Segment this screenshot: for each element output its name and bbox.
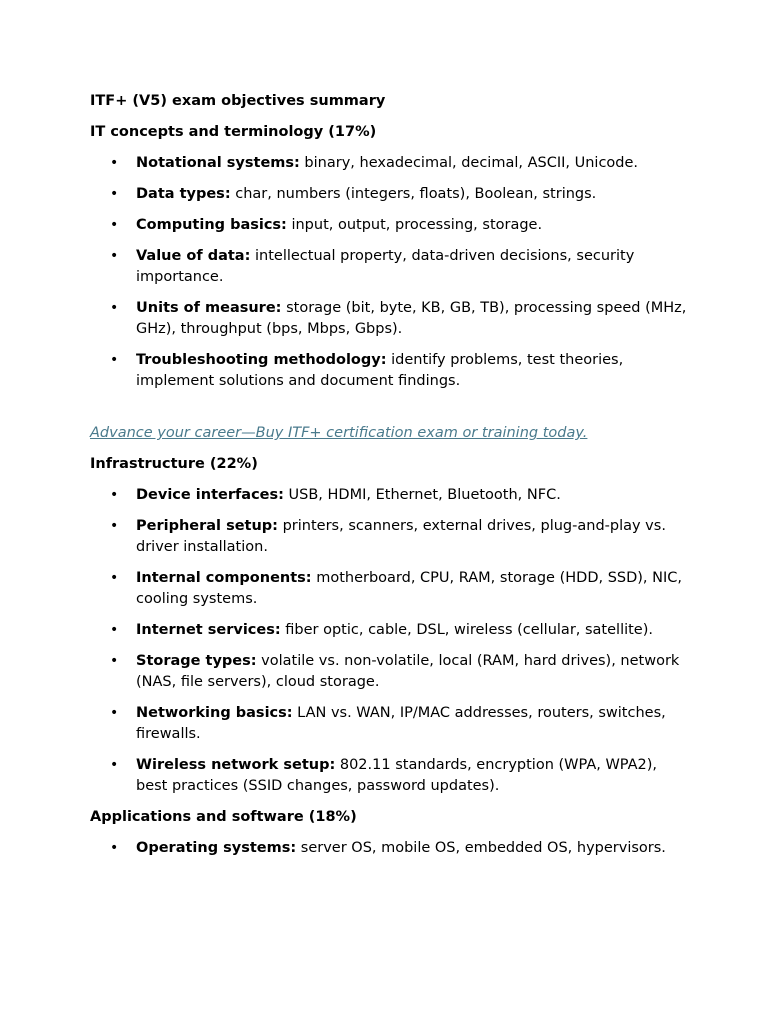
item-term: Data types:: [136, 186, 231, 202]
bullet-icon: •: [110, 186, 119, 202]
item-text: server OS, mobile OS, embedded OS, hypervisors.: [296, 840, 666, 856]
bullet-icon: •: [110, 653, 119, 669]
bullet-icon: •: [110, 705, 119, 721]
item-term: Peripheral setup:: [136, 518, 278, 534]
item-text: intellectual property, data-driven decisions, security importance.: [136, 248, 635, 285]
item-text: input, output, processing, storage.: [286, 217, 543, 233]
item-term: Operating systems:: [136, 840, 297, 856]
list-item: [90, 838, 690, 859]
section-heading-it-concepts: IT concepts and terminology (17%): [90, 124, 377, 140]
bullet-icon: •: [110, 217, 119, 233]
item-text: char, numbers (integers, floats), Boolean, strings.: [230, 186, 597, 202]
document-page: [90, 91, 690, 869]
list-item: [90, 184, 690, 205]
item-text: volatile vs. non-volatile, local (RAM, hard drives), network (NAS, file servers), cloud storage.: [136, 653, 680, 690]
bullet-icon: •: [110, 518, 119, 534]
spacer: [90, 402, 690, 423]
list-item: [90, 755, 690, 797]
item-term: Wireless network setup:: [136, 757, 336, 773]
bullet-icon: •: [110, 352, 119, 368]
bullet-icon: •: [110, 570, 119, 586]
list-item: [90, 651, 690, 693]
item-text: USB, HDMI, Ethernet, Bluetooth, NFC.: [283, 487, 561, 503]
item-text: binary, hexadecimal, decimal, ASCII, Unicode.: [299, 155, 639, 171]
item-term: Networking basics:: [136, 705, 293, 721]
bullet-icon: •: [110, 300, 119, 316]
list-item: [90, 215, 690, 236]
item-text: 802.11 standards, encryption (WPA, WPA2), best practices (SSID changes, password updates).: [136, 757, 658, 794]
it-concepts-list: [90, 153, 690, 392]
item-text: LAN vs. WAN, IP/MAC addresses, routers, switches, firewalls.: [136, 705, 666, 742]
infrastructure-list: [90, 485, 690, 797]
promo-link[interactable]: Advance your career—Buy ITF+ certification exam or training today.: [90, 425, 588, 441]
bullet-icon: •: [110, 622, 119, 638]
item-text: storage (bit, byte, KB, GB, TB), processing speed (MHz, GHz), throughput (bps, Mbps, Gbps).: [136, 300, 687, 337]
list-item: [90, 153, 690, 174]
item-term: Device interfaces:: [136, 487, 284, 503]
item-term: Notational systems:: [136, 155, 300, 171]
applications-list: [90, 838, 690, 859]
bullet-icon: •: [110, 487, 119, 503]
item-term: Units of measure:: [136, 300, 282, 316]
list-item: [90, 568, 690, 610]
list-item: [90, 298, 690, 340]
list-item: [90, 703, 690, 745]
item-term: Value of data:: [136, 248, 251, 264]
document-title: ITF+ (V5) exam objectives summary: [90, 93, 386, 109]
bullet-icon: •: [110, 248, 119, 264]
item-term: Internet services:: [136, 622, 281, 638]
item-term: Storage types:: [136, 653, 257, 669]
item-term: Computing basics:: [136, 217, 287, 233]
list-item: [90, 620, 690, 641]
bullet-icon: •: [110, 155, 119, 171]
bullet-icon: •: [110, 840, 119, 856]
item-term: Internal components:: [136, 570, 312, 586]
list-item: [90, 485, 690, 506]
item-text: motherboard, CPU, RAM, storage (HDD, SSD), NIC, cooling systems.: [136, 570, 683, 607]
list-item: [90, 350, 690, 392]
section-heading-infrastructure: Infrastructure (22%): [90, 456, 258, 472]
item-text: identify problems, test theories, implement solutions and document findings.: [136, 352, 624, 389]
list-item: [90, 246, 690, 288]
item-term: Troubleshooting methodology:: [136, 352, 387, 368]
item-text: printers, scanners, external drives, plug-and-play vs. driver installation.: [136, 518, 666, 555]
section-heading-applications: Applications and software (18%): [90, 809, 357, 825]
bullet-icon: •: [110, 757, 119, 773]
item-text: fiber optic, cable, DSL, wireless (cellular, satellite).: [280, 622, 653, 638]
list-item: [90, 516, 690, 558]
